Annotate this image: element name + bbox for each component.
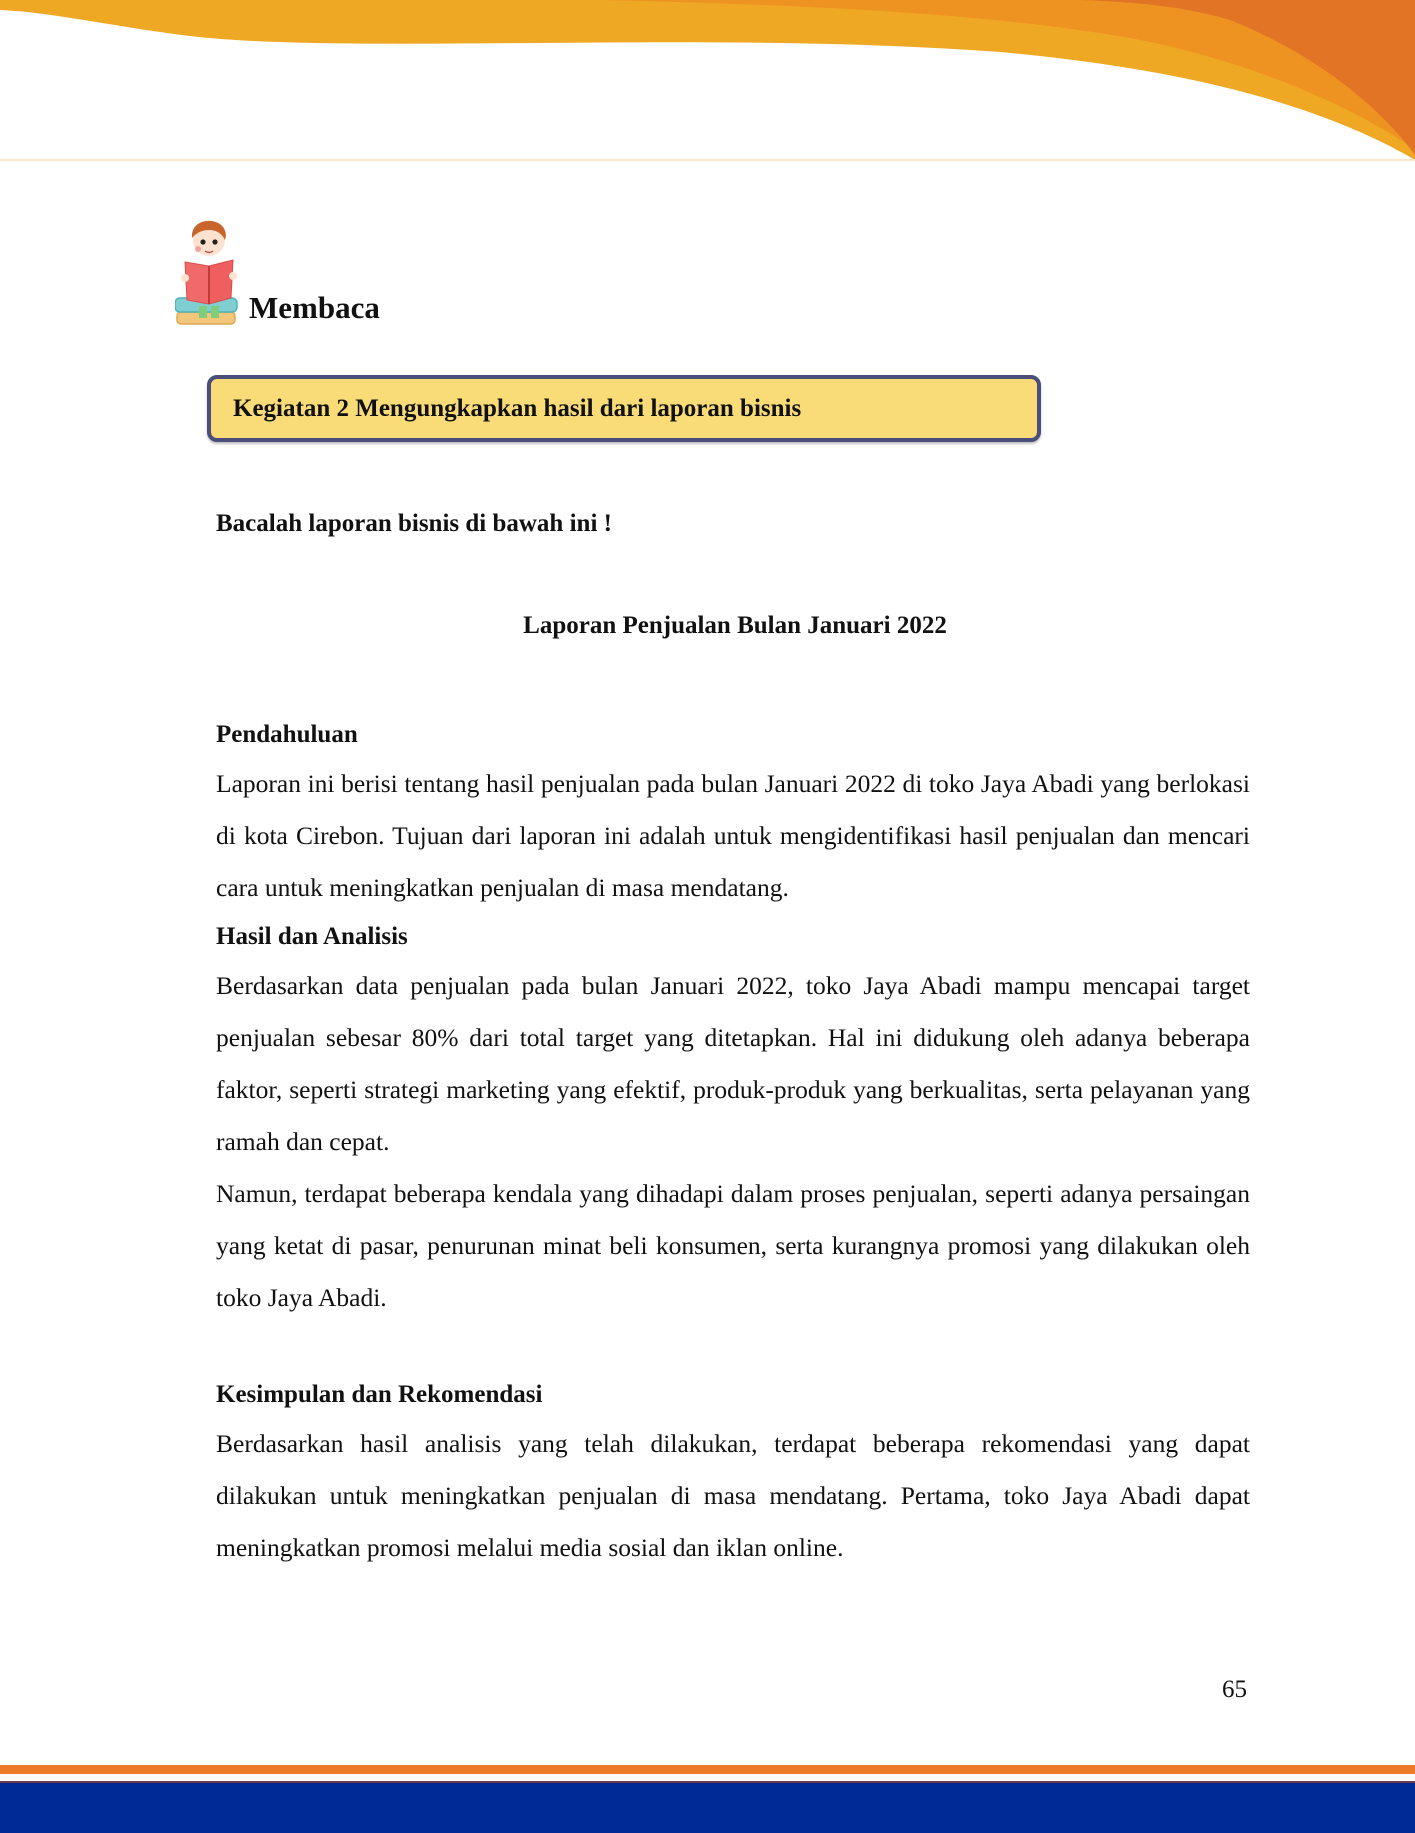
section-heading-hasil-analisis: Hasil dan Analisis (216, 923, 408, 950)
header-divider (0, 159, 1415, 161)
report-title: Laporan Penjualan Bulan Januari 2022 (523, 612, 947, 639)
section-heading-pendahuluan: Pendahuluan (216, 721, 358, 748)
footer-blue-bar (0, 1781, 1415, 1833)
instruction-text: Bacalah laporan bisnis di bawah ini ! (216, 510, 612, 537)
paragraph: Laporan ini berisi tentang hasil penjualan pada bulan Januari 2022 di toko Jaya Abadi yang berlokasi di kota Cirebon. Tujuan dari laporan ini adalah untuk mengidentifikasi hasil penjualan dan mencari cara untuk meningkatkan penjualan di masa mendatang. (216, 769, 1250, 902)
section-heading-kesimpulan: Kesimpulan dan Rekomendasi (216, 1381, 543, 1408)
footer-orange-bar (0, 1765, 1415, 1774)
activity-title: Kegiatan 2 Mengungkapkan hasil dari laporan bisnis (233, 394, 802, 422)
report-content (216, 712, 1250, 1574)
spacer (216, 1324, 1250, 1372)
paragraph: Namun, terdapat beberapa kendala yang dihadapi dalam proses penjualan, seperti adanya persaingan yang ketat di pasar, penurunan minat beli konsumen, serta kurangnya promosi yang dilakukan oleh toko Jaya Abadi. (216, 1179, 1250, 1312)
page-number: 65 (1222, 1676, 1247, 1703)
section-heading (175, 218, 380, 330)
paragraph: Berdasarkan data penjualan pada bulan Januari 2022, toko Jaya Abadi mampu mencapai target penjualan sebesar 80% dari total target yang ditetapkan. Hal ini didukung oleh adanya beberapa faktor, seperti strategi marketing yang efektif, produk-produk yang berkualitas, serta pelayanan yang ramah dan cepat. (216, 971, 1250, 1156)
header-wave-decoration (0, 0, 1415, 165)
child-reading-book-icon (175, 218, 245, 330)
paragraph: Berdasarkan hasil analisis yang telah dilakukan, terdapat beberapa rekomendasi yang dapat dilakukan untuk meningkatkan penjualan di masa mendatang. Pertama, toko Jaya Abadi dapat meningkatkan promosi melalui media sosial dan iklan online. (216, 1429, 1250, 1562)
section-title: Membaca (249, 290, 380, 325)
activity-title-box (207, 375, 1041, 442)
